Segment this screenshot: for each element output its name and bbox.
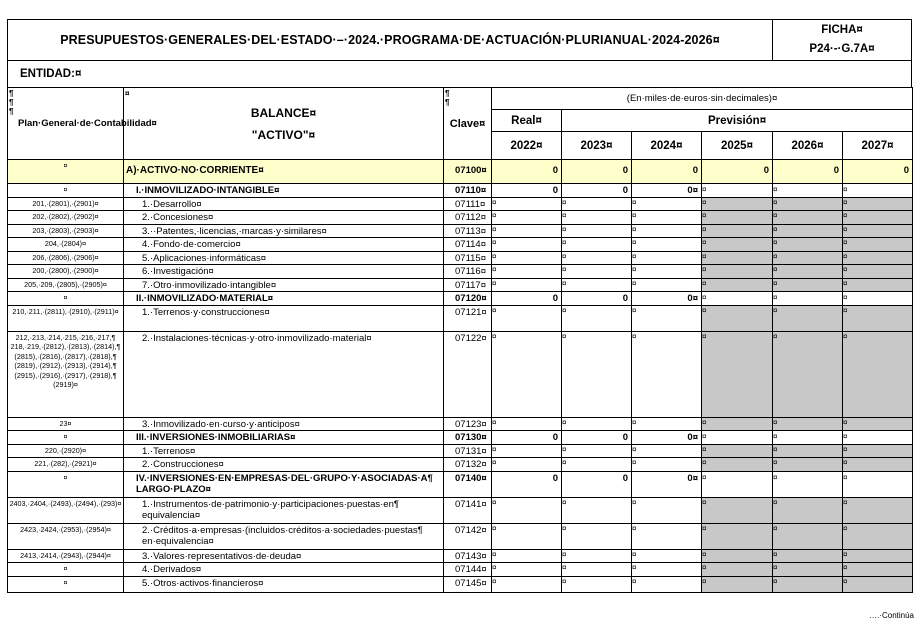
value-cell: ¤ [773,497,843,523]
value-cell: ¤ [843,458,913,472]
value-cell: ¤ [843,444,913,458]
value-cell: ¤ [773,523,843,549]
value-cell: ¤ [492,576,562,592]
value-cell: ¤ [562,211,632,225]
year-2027: 2027¤ [843,132,913,160]
value-cell: ¤ [492,331,562,417]
table-row [8,563,913,577]
table-row [8,471,913,497]
value-cell: ¤ [843,278,913,292]
value-cell: 0 [492,160,562,184]
value-cell: ¤ [702,431,773,445]
value-cell: ¤ [773,444,843,458]
row-clave: 07130¤ [444,431,492,445]
row-clave: 07122¤ [444,331,492,417]
value-cell: ¤ [843,523,913,549]
value-cell: 0¤ [632,292,702,306]
value-cell: 0 [492,184,562,198]
row-clave: 07116¤ [444,265,492,279]
value-cell: ¤ [632,549,702,563]
value-cell: ¤ [773,265,843,279]
row-clave: 07144¤ [444,563,492,577]
year-2024: 2024¤ [632,132,702,160]
real-header: Real¤ [492,110,562,132]
value-cell: ¤ [492,458,562,472]
value-cell: ¤ [843,576,913,592]
value-cell: ¤ [843,197,913,211]
row-description: 6.·Investigación¤ [124,265,444,279]
row-description: 7.·Otro·inmovilizado·intangible¤ [124,278,444,292]
table-row [8,224,913,238]
value-cell: ¤ [632,251,702,265]
ficha-box [772,20,911,60]
row-clave: 07111¤ [444,197,492,211]
pgc-cell: 202,·(2802),·(2902)¤ [8,211,124,225]
value-cell: ¤ [492,549,562,563]
table-row [8,184,913,198]
value-cell: ¤ [773,251,843,265]
table-row [8,278,913,292]
value-cell: ¤ [773,211,843,225]
value-cell: ¤ [492,417,562,431]
value-cell: ¤ [632,211,702,225]
value-cell: ¤ [702,211,773,225]
value-cell: ¤ [632,563,702,577]
row-clave: 07114¤ [444,238,492,252]
value-cell: ¤ [843,184,913,198]
value-cell: ¤ [702,292,773,306]
value-cell: ¤ [492,523,562,549]
row-clave: 07112¤ [444,211,492,225]
value-cell: ¤ [562,563,632,577]
value-cell: ¤ [702,563,773,577]
row-description: I.·INMOVILIZADO·INTANGIBLE¤ [124,184,444,198]
row-clave: 07142¤ [444,523,492,549]
value-cell: 0¤ [632,431,702,445]
value-cell: ¤ [843,549,913,563]
row-description: 5.·Aplicaciones·informáticas¤ [124,251,444,265]
value-cell: ¤ [702,331,773,417]
value-cell: ¤ [702,444,773,458]
pgc-cell: 212,·213,·214,·215,·216,·217,¶ 218,·219,·(2812),·(2813),·(2814),¶ (2815),·(2816),·(2817),·(2818),¶ (2819),·(2912),·(2913),·(2914),¶ (2915),·(2916),·(2917),·(2918),¶ (2919)¤ [8,331,124,417]
prevision-header: Previsión¤ [562,110,913,132]
value-cell: ¤ [562,197,632,211]
table-row [8,549,913,563]
row-clave: 07117¤ [444,278,492,292]
value-cell: ¤ [702,471,773,497]
pgc-cell: 203,·(2803),·(2903)¤ [8,224,124,238]
value-cell: ¤ [702,549,773,563]
value-cell: 0 [562,292,632,306]
table-row [8,305,913,331]
value-cell: ¤ [702,224,773,238]
value-cell: ¤ [562,458,632,472]
plan-general-label: Plan·General·de·Contabilidad¤ [18,118,157,129]
table-row [8,265,913,279]
value-cell: ¤ [773,238,843,252]
pgc-cell: 2413,·2414,·(2943),·(2944)¤ [8,549,124,563]
value-cell: 0 [843,160,913,184]
pgc-cell: ¤ [8,471,124,497]
pgc-cell: 201,·(2801),·(2901)¤ [8,197,124,211]
value-cell: ¤ [843,497,913,523]
value-cell: ¤ [702,197,773,211]
value-cell: ¤ [492,265,562,279]
value-cell: ¤ [773,305,843,331]
value-cell: ¤ [562,331,632,417]
table-row [8,197,913,211]
cell-mark: ¤ [125,89,130,98]
value-cell: ¤ [702,265,773,279]
year-2022: 2022¤ [492,132,562,160]
pgc-cell: 2423,·2424,·(2953),·(2954)¤ [8,523,124,549]
value-cell: ¤ [773,458,843,472]
balance-table [7,87,913,593]
value-cell: ¤ [632,331,702,417]
value-cell: ¤ [843,305,913,331]
row-description: 2.·Instalaciones·técnicas·y·otro·inmovilizado·material¤ [124,331,444,417]
value-cell: 0 [773,160,843,184]
pilcrow-marks: ¶ ¶ ¶ [9,89,14,116]
value-cell: 0 [492,292,562,306]
ficha-code: P24·-·G.7A¤ [809,43,875,55]
value-cell: 0 [562,431,632,445]
table-row [8,458,913,472]
pgc-cell: 206,·(2806),·(2906)¤ [8,251,124,265]
value-cell: ¤ [562,278,632,292]
row-clave: 07121¤ [444,305,492,331]
row-clave: 07120¤ [444,292,492,306]
continua-label: ….·Continúa [869,611,914,620]
row-description: 2.·Concesiones¤ [124,211,444,225]
row-clave: 07115¤ [444,251,492,265]
value-cell: ¤ [773,224,843,238]
row-clave: 07145¤ [444,576,492,592]
entidad-label: ENTIDAD:¤ [7,61,912,87]
value-cell: ¤ [562,523,632,549]
value-cell: ¤ [632,224,702,238]
table-row [8,160,913,184]
pgc-cell: ¤ [8,184,124,198]
table-row [8,331,913,417]
value-cell: ¤ [843,431,913,445]
value-cell: ¤ [702,238,773,252]
table-row [8,431,913,445]
value-cell: ¤ [843,417,913,431]
row-clave: 07123¤ [444,417,492,431]
row-description: 3.··Patentes,·licencias,·marcas·y·similares¤ [124,224,444,238]
activo-label: "ACTIVO"¤ [251,127,316,142]
ficha-label: FICHA¤ [821,24,863,36]
value-cell: 0¤ [632,184,702,198]
value-cell: ¤ [632,265,702,279]
plan-general-header [8,88,157,160]
value-cell: ¤ [773,563,843,577]
value-cell: 0 [492,471,562,497]
value-cell: 0 [562,160,632,184]
row-description: 1.·Instrumentos·de·patrimonio·y·participaciones·puestas·en¶ equivalencia¤ [124,497,444,523]
value-cell: ¤ [773,471,843,497]
value-cell: ¤ [492,563,562,577]
row-description: II.·INMOVILIZADO·MATERIAL¤ [124,292,444,306]
value-cell: ¤ [492,211,562,225]
pgc-cell: ¤ [8,576,124,592]
pgc-cell: 204,·(2804)¤ [8,238,124,252]
row-description: 1.·Terrenos¤ [124,444,444,458]
row-description: 3.·Valores·representativos·de·deuda¤ [124,549,444,563]
value-cell: ¤ [562,305,632,331]
value-cell: ¤ [562,265,632,279]
pgc-cell: 2403,·2404,·(2493),·(2494),·(293)¤ [8,497,124,523]
value-cell: ¤ [632,305,702,331]
row-description: 2.·Créditos·a·empresas·(incluidos·créditos·a·sociedades·puestas¶ en·equivalencia¤ [124,523,444,549]
value-cell: ¤ [492,238,562,252]
value-cell: ¤ [773,417,843,431]
row-description: 4.·Fondo·de·comercio¤ [124,238,444,252]
table-row [8,238,913,252]
value-cell: ¤ [843,471,913,497]
value-cell: ¤ [843,224,913,238]
units-header: (En·miles·de·euros·sin·decimales)¤ [492,88,913,110]
value-cell: ¤ [632,458,702,472]
row-description: IV.·INVERSIONES·EN·EMPRESAS·DEL·GRUPO·Y·ASOCIADAS·A¶ LARGO·PLAZO¤ [124,471,444,497]
row-description: III.·INVERSIONES·INMOBILIARIAS¤ [124,431,444,445]
value-cell: ¤ [702,497,773,523]
value-cell: ¤ [632,278,702,292]
value-cell: ¤ [562,251,632,265]
value-cell: ¤ [562,238,632,252]
pgc-cell: 220,·(2920)¤ [8,444,124,458]
value-cell: ¤ [632,497,702,523]
value-cell: ¤ [773,278,843,292]
value-cell: ¤ [843,211,913,225]
row-description: A)·ACTIVO·NO·CORRIENTE¤ [124,160,444,184]
value-cell: ¤ [632,417,702,431]
value-cell: ¤ [492,444,562,458]
table-row [8,292,913,306]
pgc-cell: ¤ [8,563,124,577]
value-cell: ¤ [773,431,843,445]
value-cell: ¤ [702,305,773,331]
table-row [8,497,913,523]
value-cell: ¤ [492,497,562,523]
pgc-cell: 205,·209,·(2805),·(2905)¤ [8,278,124,292]
value-cell: ¤ [492,224,562,238]
value-cell: ¤ [562,444,632,458]
table-row [8,211,913,225]
value-cell: ¤ [702,523,773,549]
value-cell: ¤ [492,278,562,292]
value-cell: ¤ [773,184,843,198]
table-row [8,417,913,431]
year-2026: 2026¤ [773,132,843,160]
value-cell: ¤ [843,331,913,417]
year-2023: 2023¤ [562,132,632,160]
row-clave: 07140¤ [444,471,492,497]
value-cell: ¤ [562,224,632,238]
value-cell: ¤ [843,292,913,306]
value-cell: ¤ [562,549,632,563]
budget-form [7,19,912,593]
value-cell: ¤ [492,251,562,265]
row-clave: 07100¤ [444,160,492,184]
value-cell: ¤ [773,292,843,306]
value-cell: 0¤ [632,471,702,497]
clave-label: Clave¤ [449,117,486,130]
value-cell: 0 [562,184,632,198]
value-cell: ¤ [702,458,773,472]
row-clave: 07110¤ [444,184,492,198]
value-cell: ¤ [632,523,702,549]
value-cell: ¤ [773,331,843,417]
pgc-cell: ¤ [8,292,124,306]
row-description: 1.·Desarrollo¤ [124,197,444,211]
value-cell: 0 [632,160,702,184]
value-cell: ¤ [843,563,913,577]
pgc-cell: ¤ [8,431,124,445]
value-cell: ¤ [632,576,702,592]
value-cell: ¤ [562,417,632,431]
row-clave: 07113¤ [444,224,492,238]
value-cell: ¤ [773,549,843,563]
value-cell: ¤ [702,184,773,198]
value-cell: ¤ [702,417,773,431]
row-clave: 07141¤ [444,497,492,523]
page-title: PRESUPUESTOS·GENERALES·DEL·ESTADO·–·2024.·PROGRAMA·DE·ACTUACIÓN·PLURIANUAL·2024-2026¤ [60,33,720,47]
pgc-cell: 221,·(282),·(2921)¤ [8,458,124,472]
pgc-cell: 200,·(2800),·(2900)¤ [8,265,124,279]
value-cell: ¤ [843,265,913,279]
value-cell: ¤ [492,197,562,211]
value-cell: ¤ [562,497,632,523]
pilcrow-marks: ¶ ¶ [445,89,450,107]
balance-label: BALANCE¤ [250,105,317,120]
value-cell: ¤ [773,197,843,211]
pgc-cell: 23¤ [8,417,124,431]
row-clave: 07131¤ [444,444,492,458]
year-2025: 2025¤ [702,132,773,160]
value-cell: ¤ [702,278,773,292]
value-cell: ¤ [702,576,773,592]
value-cell: ¤ [492,305,562,331]
value-cell: 0 [492,431,562,445]
row-description: 5.·Otros·activos·financieros¤ [124,576,444,592]
table-row [8,251,913,265]
value-cell: ¤ [773,576,843,592]
row-description: 3.·Inmovilizado·en·curso·y·anticipos¤ [124,417,444,431]
pgc-cell: ¤ [8,160,124,184]
value-cell: ¤ [562,576,632,592]
balance-header [124,88,444,160]
table-row [8,523,913,549]
form-header [7,19,912,61]
value-cell: ¤ [843,238,913,252]
balance-rows [8,160,913,593]
value-cell: ¤ [632,238,702,252]
value-cell: ¤ [702,251,773,265]
table-row [8,444,913,458]
row-description: 2.·Construcciones¤ [124,458,444,472]
row-description: 1.·Terrenos·y·construcciones¤ [124,305,444,331]
clave-header [444,88,492,160]
value-cell: ¤ [632,444,702,458]
pgc-cell: 210,·211,·(2811),·(2910),·(2911)¤ [8,305,124,331]
row-clave: 07132¤ [444,458,492,472]
value-cell: ¤ [843,251,913,265]
row-description: 4.·Derivados¤ [124,563,444,577]
value-cell: 0 [562,471,632,497]
row-clave: 07143¤ [444,549,492,563]
value-cell: 0 [702,160,773,184]
value-cell: ¤ [632,197,702,211]
table-row [8,576,913,592]
